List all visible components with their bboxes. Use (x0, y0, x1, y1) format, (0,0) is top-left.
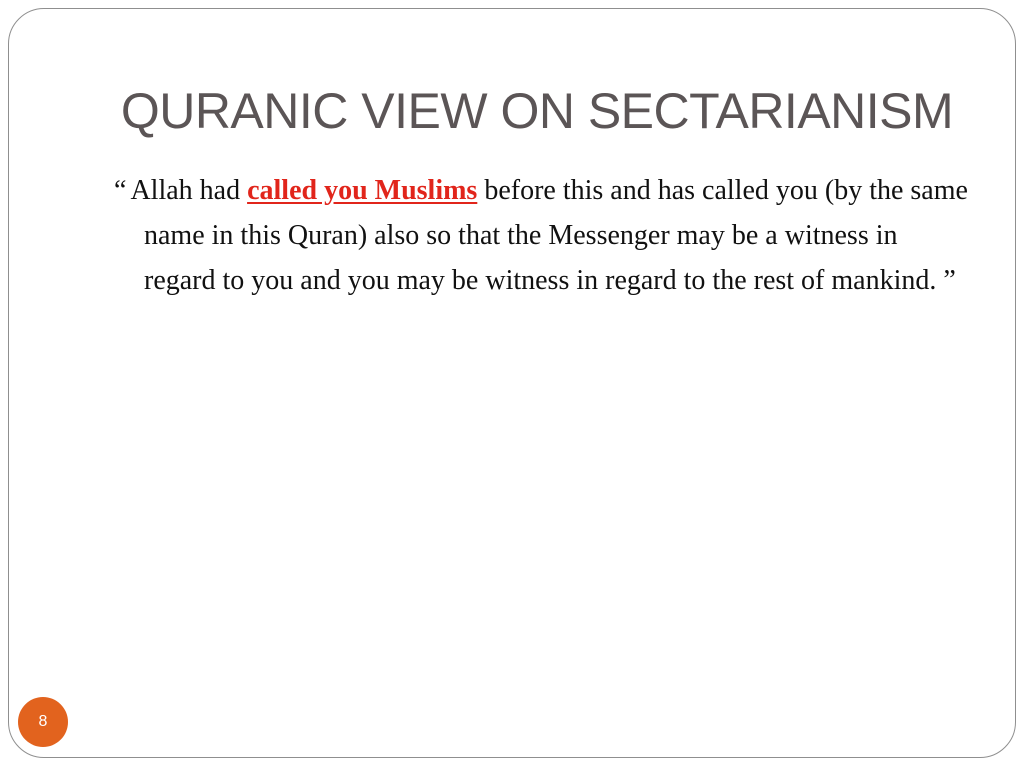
page-number-badge (18, 697, 68, 747)
slide-title: QURANIC VIEW ON SECTARIANISM (120, 83, 954, 139)
quote-text-start: Allah had (130, 175, 248, 206)
open-quote-mark: “ (114, 175, 127, 206)
page-number: 8 (38, 713, 48, 730)
emphasized-phrase: called you Muslims (247, 175, 478, 206)
quote-text-rest: before this and has called you (by the same name in this Quran) also so that the Messenger may be a witness in regard to you and you may be witness in regard to the rest of mankind. ” (144, 175, 968, 296)
quote-paragraph (114, 168, 974, 303)
